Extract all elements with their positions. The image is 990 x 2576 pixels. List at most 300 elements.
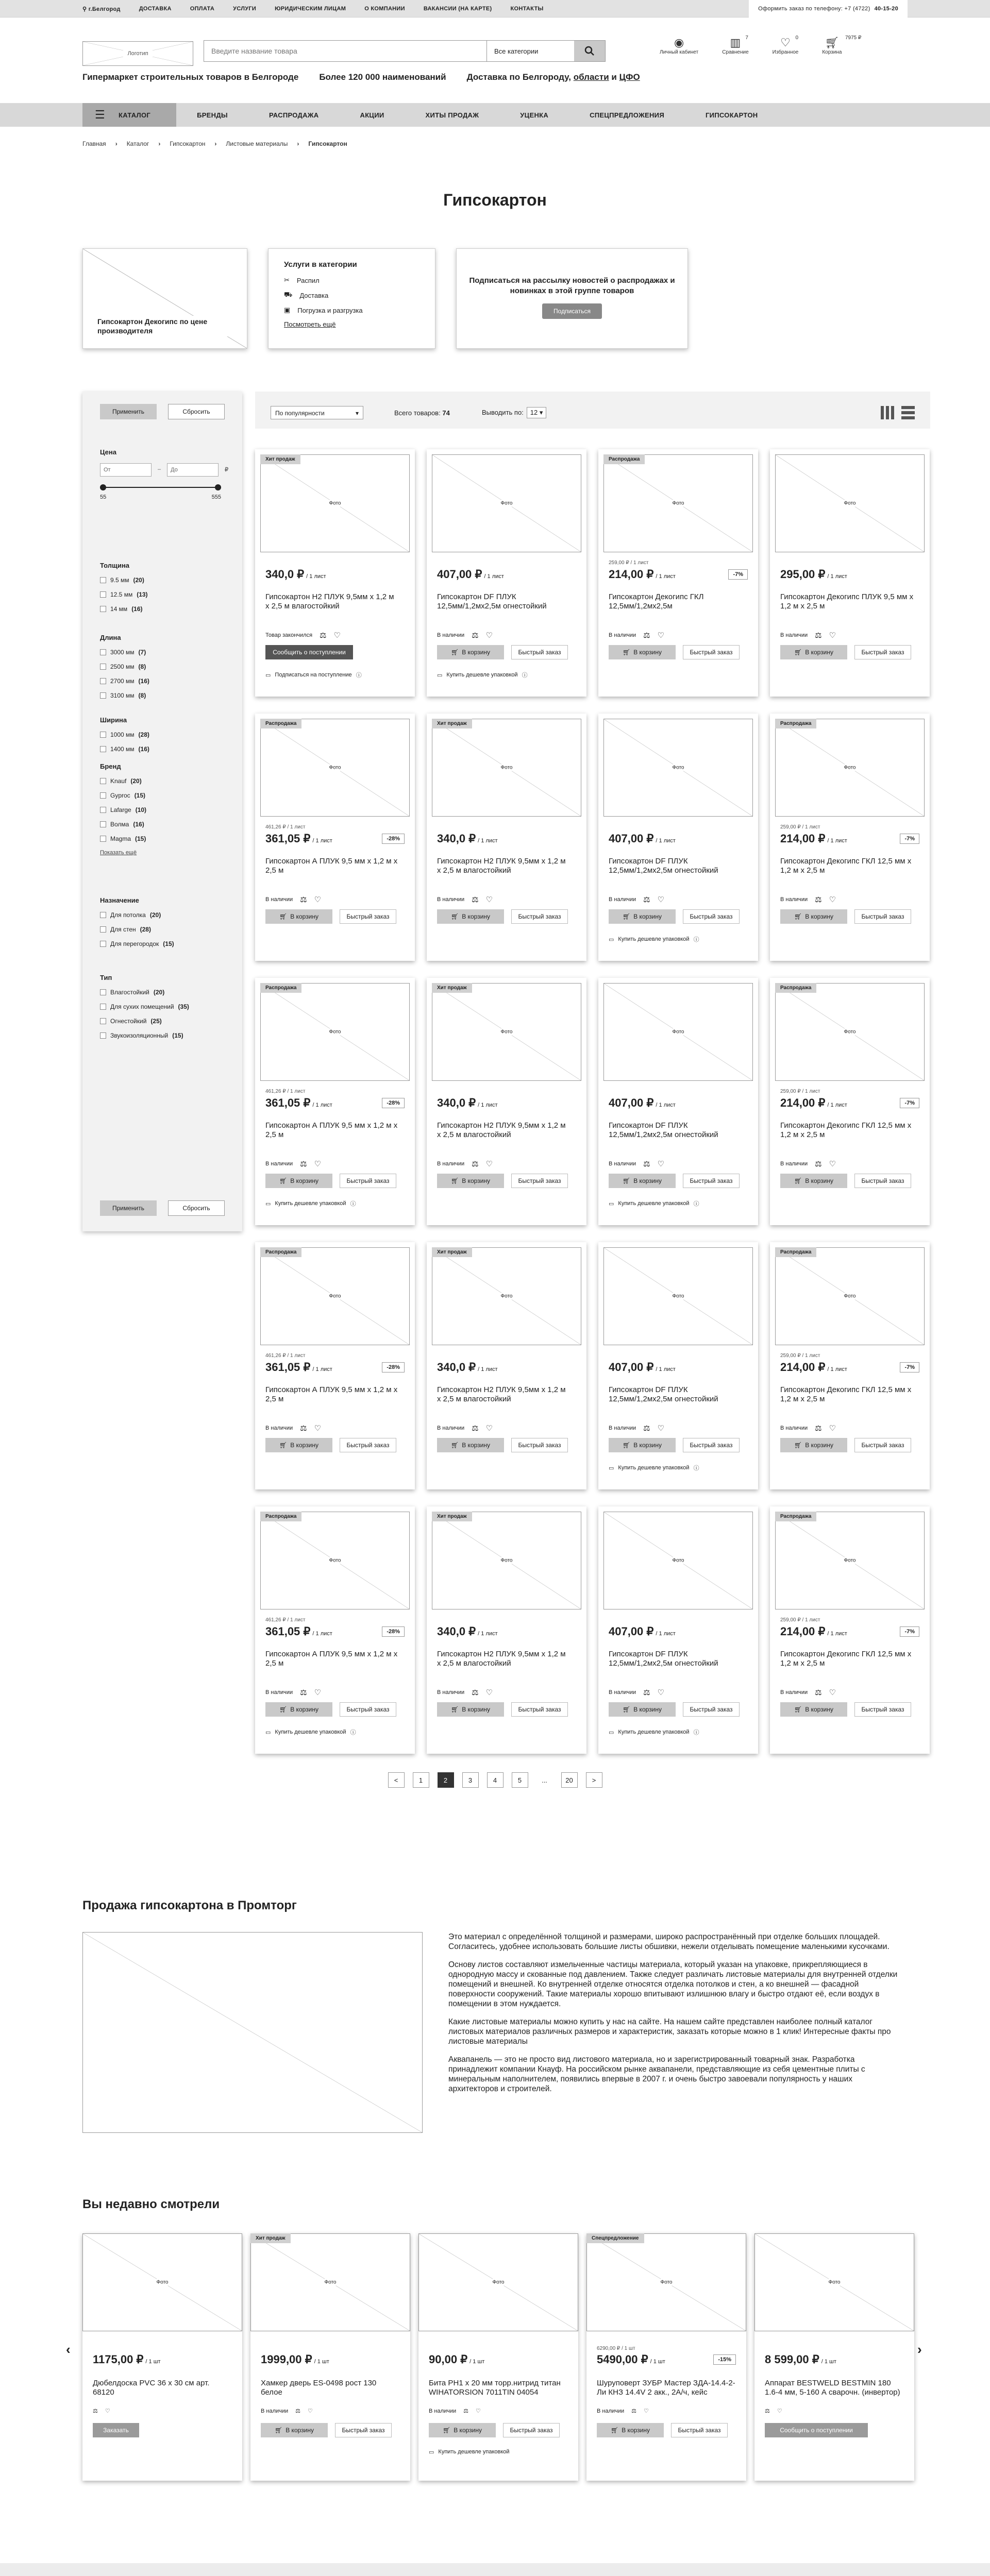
checkbox[interactable]: [100, 649, 106, 655]
cheaper-pack-link[interactable]: [609, 1464, 699, 1472]
list-view-icon[interactable]: [901, 406, 915, 419]
breadcrumb-item[interactable]: Листовые материалы: [226, 140, 288, 147]
product-image[interactable]: [603, 719, 753, 817]
product-name[interactable]: Гипсокартон А ПЛУК 9,5 мм х 1,2 м х 2,5 м: [265, 1650, 398, 1668]
breadcrumb-item[interactable]: Каталог: [126, 140, 149, 147]
compare-icon[interactable]: ⚖: [765, 2408, 770, 2414]
product-name[interactable]: Аппарат BESTWELD BESTMIN 180 1.6-4 мм, 5-160 А сварочн. (инвертор): [765, 2379, 900, 2397]
add-to-cart-button[interactable]: [780, 909, 847, 924]
product-image[interactable]: [260, 1512, 410, 1609]
compare-icon[interactable]: ⚖: [93, 2408, 98, 2414]
compare-icon[interactable]: ⚖: [643, 631, 650, 640]
quick-order-button[interactable]: Быстрый заказ: [511, 909, 568, 924]
filter-option[interactable]: [100, 1003, 189, 1010]
heart-icon[interactable]: ♡: [333, 631, 341, 640]
product-name[interactable]: Гипсокартон DF ПЛУК 12,5мм/1,2мх2,5м огнестойкий: [609, 1650, 718, 1668]
product-price: [437, 1096, 498, 1110]
add-to-cart-button[interactable]: [609, 1438, 676, 1452]
product-name[interactable]: Гипсокартон Н2 ПЛУК 9,5мм х 1,2 м х 2,5 м влагостойкий: [265, 592, 394, 611]
grid-view-icon[interactable]: [881, 406, 894, 419]
add-to-cart-button[interactable]: [780, 1702, 847, 1717]
product-image[interactable]: [260, 983, 410, 1081]
compare-icon[interactable]: ⚖: [295, 2408, 301, 2414]
cheaper-pack-link[interactable]: [609, 1199, 699, 1208]
price-to-input[interactable]: До: [167, 463, 219, 477]
heart-icon: ♡ 0: [780, 35, 798, 49]
page-title: Гипсокартон: [443, 191, 547, 209]
service-item[interactable]: ✂ Распил: [284, 276, 320, 284]
product-image[interactable]: [432, 719, 581, 817]
product-name[interactable]: Гипсокартон Н2 ПЛУК 9,5мм х 1,2 м х 2,5 м влагостойкий: [437, 857, 566, 875]
checkbox[interactable]: [100, 926, 106, 933]
old-price: 461,26 ₽ / 1 лист: [265, 1089, 306, 1094]
compare-icon[interactable]: ⚖: [643, 1688, 650, 1697]
price-value: 361,05 ₽: [265, 1361, 311, 1374]
filter-option-count: (8): [138, 663, 146, 670]
page-button[interactable]: 5: [512, 1772, 528, 1788]
availability-status: В наличии: [780, 1689, 808, 1696]
add-to-cart-button[interactable]: [609, 1702, 676, 1717]
breadcrumb-item[interactable]: Главная: [82, 140, 106, 147]
product-name[interactable]: Гипсокартон Декогипс ПЛУК 9,5 мм х 1,2 м х 2,5 м: [780, 592, 914, 611]
compare-icon[interactable]: ⚖: [472, 1160, 479, 1168]
product-image[interactable]: [260, 454, 410, 552]
compare-icon[interactable]: ⚖: [631, 2408, 637, 2414]
quick-order-button[interactable]: Быстрый заказ: [683, 1702, 740, 1717]
checkbox[interactable]: [100, 821, 106, 827]
product-card[interactable]: [770, 1242, 930, 1489]
heart-icon[interactable]: ♡: [777, 2408, 782, 2414]
order-phone[interactable]: Оформить заказ по телефону: +7 (4722) 40-15-20: [749, 0, 908, 18]
checkbox[interactable]: [100, 912, 106, 918]
product-name[interactable]: Гипсокартон А ПЛУК 9,5 мм х 1,2 м х 2,5 м: [265, 1385, 398, 1403]
filter-option[interactable]: [100, 806, 146, 814]
service-item[interactable]: ▣ Погрузка и разгрузка: [284, 306, 363, 314]
heart-icon[interactable]: ♡: [657, 1688, 665, 1697]
slider-handle[interactable]: [215, 484, 221, 490]
add-to-cart-button[interactable]: [437, 1438, 504, 1452]
add-to-cart-button[interactable]: [437, 909, 504, 924]
price-from-input[interactable]: От: [100, 463, 152, 477]
product-name[interactable]: Гипсокартон DF ПЛУК 12,5мм/1,2мх2,5м огнестойкий: [609, 1121, 718, 1139]
recent-product-card[interactable]: [754, 2233, 914, 2481]
product-card[interactable]: [598, 978, 758, 1225]
filter-option[interactable]: [100, 911, 174, 919]
checkbox[interactable]: [100, 606, 106, 612]
heart-icon[interactable]: ♡: [485, 895, 493, 904]
checkbox[interactable]: [100, 1018, 106, 1024]
compare-icon[interactable]: ⚖: [815, 1688, 822, 1697]
compare-icon[interactable]: ⚖: [815, 895, 822, 904]
compare-icon[interactable]: ⚖: [472, 1424, 479, 1433]
compare-icon[interactable]: ⚖: [643, 895, 650, 904]
checkbox[interactable]: [100, 1032, 106, 1039]
sort-select[interactable]: По популярности ▾: [271, 406, 363, 419]
notify-button[interactable]: Сообщить о поступлении: [265, 645, 353, 659]
heart-icon[interactable]: ♡: [105, 2408, 110, 2414]
nav-item[interactable]: БРЕНДЫ: [197, 111, 228, 119]
product-card[interactable]: [770, 978, 930, 1225]
heart-icon[interactable]: ♡: [476, 2408, 481, 2414]
cheaper-pack-link[interactable]: [429, 2449, 510, 2455]
add-to-cart-button[interactable]: [437, 645, 504, 659]
add-to-cart-button[interactable]: [609, 1174, 676, 1188]
cart-link[interactable]: 🛒︎ 7975 ₽ Корзина: [822, 35, 862, 55]
product-name[interactable]: Гипсокартон Декогипс ГКЛ 12,5 мм х 1,2 м х 2,5 м: [780, 1385, 912, 1403]
product-image[interactable]: [775, 719, 925, 817]
product-name[interactable]: Бита PH1 х 20 мм торр.нитрид титан WIHATORSION 7011TIN 04054: [429, 2379, 561, 2397]
availability: [429, 2408, 481, 2414]
product-card[interactable]: [770, 714, 930, 961]
page-button[interactable]: 3: [462, 1772, 479, 1788]
product-image[interactable]: [432, 983, 581, 1081]
filter-option[interactable]: [100, 926, 174, 933]
filter-option[interactable]: [100, 777, 146, 785]
quick-order-button[interactable]: Быстрый заказ: [511, 645, 568, 659]
product-image[interactable]: [603, 454, 753, 552]
nav-item[interactable]: ХИТЫ ПРОДАЖ: [425, 111, 479, 119]
compare-icon[interactable]: ⚖: [320, 631, 327, 640]
page-button[interactable]: 4: [487, 1772, 504, 1788]
carousel-next-icon[interactable]: ›: [917, 2342, 922, 2357]
product-image[interactable]: [754, 2233, 914, 2331]
quick-order-button[interactable]: Быстрый заказ: [854, 1438, 911, 1452]
product-name[interactable]: Гипсокартон DF ПЛУК 12,5мм/1,2мх2,5м огнестойкий: [609, 857, 718, 875]
quick-order-button[interactable]: Быстрый заказ: [854, 1702, 911, 1717]
favorites-link[interactable]: ♡ 0 Избранное: [772, 35, 799, 55]
product-name[interactable]: Гипсокартон DF ПЛУК 12,5мм/1,2мх2,5м огнестойкий: [437, 592, 547, 611]
cheaper-pack-link[interactable]: [609, 1728, 699, 1736]
product-name[interactable]: Дюбелдоска PVC 36 х 30 см арт. 68120: [93, 2379, 210, 2397]
compare-icon[interactable]: ⚖: [300, 1160, 307, 1168]
product-name[interactable]: Гипсокартон Н2 ПЛУК 9,5мм х 1,2 м х 2,5 м влагостойкий: [437, 1385, 566, 1403]
delivery-cfo-link[interactable]: ЦФО: [619, 72, 640, 82]
checkbox[interactable]: [100, 591, 106, 598]
checkbox[interactable]: [100, 836, 106, 842]
heart-icon[interactable]: ♡: [657, 1160, 665, 1168]
quick-order-button[interactable]: Быстрый заказ: [511, 1702, 568, 1717]
profile-link[interactable]: ◉ Личный кабинет: [660, 36, 699, 55]
add-to-cart-button[interactable]: [597, 2423, 664, 2437]
heart-icon[interactable]: ♡: [485, 1424, 493, 1433]
product-image[interactable]: [432, 1512, 581, 1609]
product-card[interactable]: [770, 449, 930, 697]
cart-icon: 🛒︎: [442, 2427, 451, 2434]
per-page-select[interactable]: 12 ▾: [527, 407, 547, 418]
product-name[interactable]: Гипсокартон Декогипс ГКЛ 12,5 мм х 1,2 м х 2,5 м: [780, 1650, 912, 1668]
checkbox[interactable]: [100, 807, 106, 813]
quick-order-button[interactable]: Быстрый заказ: [503, 2423, 560, 2437]
checkbox[interactable]: [100, 1004, 106, 1010]
order-button[interactable]: Заказать: [93, 2423, 139, 2437]
promo-banner[interactable]: Гипсокартон Декогипс по цене производителя: [82, 248, 247, 349]
price-slider[interactable]: [100, 484, 221, 491]
product-image[interactable]: [603, 1247, 753, 1345]
apply-filter-button[interactable]: Применить: [100, 404, 157, 419]
topbar-link[interactable]: ОПЛАТА: [190, 6, 215, 12]
recent-product-card[interactable]: [250, 2233, 410, 2481]
checkbox[interactable]: [100, 792, 106, 799]
product-card[interactable]: [255, 1242, 415, 1489]
service-item[interactable]: ⛟ Доставка: [284, 291, 329, 299]
checkbox[interactable]: [100, 664, 106, 670]
checkbox[interactable]: [100, 989, 106, 995]
product-image[interactable]: [418, 2233, 578, 2331]
quick-order-button[interactable]: Быстрый заказ: [671, 2423, 728, 2437]
heart-icon[interactable]: ♡: [829, 631, 836, 640]
compare-icon[interactable]: ⚖: [472, 1688, 479, 1697]
compare-icon[interactable]: ⚖: [463, 2408, 469, 2414]
cheaper-pack-link[interactable]: [609, 935, 699, 943]
slider-handle[interactable]: [100, 484, 106, 490]
cheaper-pack-link[interactable]: [265, 1199, 356, 1208]
quick-order-button[interactable]: Быстрый заказ: [340, 1174, 396, 1188]
add-to-cart-button[interactable]: [780, 645, 847, 659]
cheaper-pack-link[interactable]: [265, 1728, 356, 1736]
product-price: [609, 832, 676, 845]
nav-item[interactable]: СПЕЦПРЕДЛОЖЕНИЯ: [590, 111, 664, 119]
product-card[interactable]: [427, 449, 586, 697]
product-card[interactable]: [770, 1506, 930, 1754]
notify-button[interactable]: Сообщить о поступлении: [765, 2423, 868, 2437]
catalog-button[interactable]: ☰ КАТАЛОГ: [82, 103, 176, 127]
heart-icon[interactable]: ♡: [314, 1160, 322, 1168]
filter-option[interactable]: [100, 692, 149, 699]
add-to-cart-button[interactable]: [261, 2423, 328, 2437]
add-to-cart-button[interactable]: [437, 1174, 504, 1188]
add-to-cart-button[interactable]: [780, 1438, 847, 1452]
quick-order-button[interactable]: Быстрый заказ: [683, 1438, 740, 1452]
topbar-link[interactable]: ЮРИДИЧЕСКИМ ЛИЦАМ: [275, 6, 346, 12]
product-actions: [265, 1438, 396, 1452]
filter-option[interactable]: [100, 591, 148, 598]
product-image[interactable]: [82, 2233, 242, 2331]
product-name[interactable]: Хамкер дверь ES-0498 рост 130 белое: [261, 2379, 377, 2397]
quick-order-button[interactable]: Быстрый заказ: [683, 645, 740, 659]
filter-option[interactable]: [100, 577, 148, 584]
filter-option[interactable]: [100, 677, 149, 685]
quick-order-button[interactable]: Быстрый заказ: [683, 909, 740, 924]
reset-filter-button[interactable]: Сбросить: [168, 404, 225, 419]
recent-product-card[interactable]: [586, 2233, 746, 2481]
heart-icon[interactable]: ♡: [308, 2408, 313, 2414]
heart-icon[interactable]: ♡: [829, 1424, 836, 1433]
filter-option[interactable]: [100, 940, 174, 947]
heart-icon[interactable]: ♡: [644, 2408, 649, 2414]
checkbox[interactable]: [100, 692, 106, 699]
heart-icon[interactable]: ♡: [314, 895, 322, 904]
nav-item[interactable]: АКЦИИ: [360, 111, 384, 119]
quick-order-button[interactable]: Быстрый заказ: [683, 1174, 740, 1188]
filter-option[interactable]: [100, 989, 189, 996]
heart-icon[interactable]: ♡: [485, 631, 493, 640]
product-card[interactable]: [598, 1242, 758, 1489]
search-input[interactable]: [204, 41, 486, 61]
compare-icon[interactable]: ⚖: [472, 631, 479, 640]
topbar-link[interactable]: УСЛУГИ: [233, 6, 257, 12]
product-image[interactable]: [775, 983, 925, 1081]
product-image[interactable]: [260, 1247, 410, 1345]
nav-item[interactable]: РАСПРОДАЖА: [269, 111, 319, 119]
product-name[interactable]: Гипсокартон Декогипс ГКЛ 12,5мм/1,2мх2,5м: [609, 592, 704, 611]
cart-icon: 🛒︎: [622, 1706, 631, 1713]
product-image[interactable]: [603, 983, 753, 1081]
product-image[interactable]: [432, 1247, 581, 1345]
checkbox[interactable]: [100, 732, 106, 738]
add-to-cart-button[interactable]: [609, 909, 676, 924]
add-to-cart-button[interactable]: [265, 1174, 332, 1188]
product-name[interactable]: Гипсокартон Н2 ПЛУК 9,5мм х 1,2 м х 2,5 м влагостойкий: [437, 1650, 566, 1668]
product-card[interactable]: [427, 1242, 586, 1489]
heart-icon[interactable]: ♡: [829, 895, 836, 904]
product-card[interactable]: [255, 978, 415, 1225]
nav-item[interactable]: УЦЕНКА: [520, 111, 549, 119]
product-name[interactable]: Гипсокартон Декогипс ГКЛ 12,5 мм х 1,2 м х 2,5 м: [780, 1121, 912, 1139]
product-image[interactable]: [775, 1247, 925, 1345]
add-to-cart-button[interactable]: [265, 909, 332, 924]
add-to-cart-button[interactable]: [429, 2423, 496, 2437]
quick-order-button[interactable]: Быстрый заказ: [854, 645, 911, 659]
product-image[interactable]: [260, 719, 410, 817]
product-image[interactable]: [432, 454, 581, 552]
compare-link[interactable]: ▥ 7 Сравнение: [722, 35, 749, 55]
filter-option[interactable]: [100, 1018, 189, 1025]
product-name[interactable]: Гипсокартон А ПЛУК 9,5 мм х 1,2 м х 2,5 м: [265, 1121, 398, 1139]
product-card[interactable]: [255, 1506, 415, 1754]
city-selector[interactable]: ⚲ г.Белгород: [82, 6, 121, 12]
add-to-cart-button[interactable]: [780, 1174, 847, 1188]
add-to-cart-button[interactable]: [265, 1438, 332, 1452]
heart-icon[interactable]: ♡: [314, 1688, 322, 1697]
subscribe-button[interactable]: Подписаться: [542, 303, 602, 319]
product-name[interactable]: Гипсокартон А ПЛУК 9,5 мм х 1,2 м х 2,5 м: [265, 857, 398, 875]
search-button[interactable]: [574, 41, 605, 61]
heart-icon[interactable]: ♡: [829, 1160, 836, 1168]
product-card[interactable]: [427, 978, 586, 1225]
filter-option[interactable]: [100, 731, 149, 738]
checkbox[interactable]: [100, 678, 106, 684]
checkbox[interactable]: [100, 778, 106, 784]
page-button[interactable]: 1: [413, 1772, 429, 1788]
logo[interactable]: Логотип: [82, 41, 193, 66]
filter-option[interactable]: [100, 792, 146, 799]
add-to-cart-button[interactable]: [437, 1702, 504, 1717]
carousel-prev-icon[interactable]: ‹: [66, 2342, 71, 2357]
product-card[interactable]: [598, 714, 758, 961]
filter-option[interactable]: [100, 821, 146, 828]
compare-icon[interactable]: ⚖: [815, 1160, 822, 1168]
topbar-link[interactable]: О КОМПАНИИ: [364, 6, 405, 12]
search-category-select[interactable]: Все категории: [486, 41, 574, 61]
quick-order-button[interactable]: Быстрый заказ: [511, 1438, 568, 1452]
product-card[interactable]: [427, 1506, 586, 1754]
filter-show-more-link[interactable]: Показать ещё: [100, 850, 137, 856]
product-card[interactable]: [255, 714, 415, 961]
page-button[interactable]: 20: [561, 1772, 578, 1788]
heart-icon[interactable]: ♡: [657, 631, 665, 640]
compare-icon[interactable]: ⚖: [643, 1160, 650, 1168]
product-card[interactable]: [598, 1506, 758, 1754]
checkbox[interactable]: [100, 941, 106, 947]
page-button[interactable]: 2: [438, 1772, 454, 1788]
next-page-button[interactable]: >: [586, 1772, 602, 1788]
filter-option[interactable]: [100, 745, 149, 753]
product-image[interactable]: [586, 2233, 746, 2331]
product-name[interactable]: Гипсокартон DF ПЛУК 12,5мм/1,2мх2,5м огнестойкий: [609, 1385, 718, 1403]
reset-filter-button[interactable]: Сбросить: [168, 1200, 225, 1216]
quick-order-button[interactable]: Быстрый заказ: [854, 1174, 911, 1188]
compare-icon[interactable]: ⚖: [643, 1424, 650, 1433]
compare-icon[interactable]: ⚖: [300, 1424, 307, 1433]
product-name[interactable]: Гипсокартон Декогипс ГКЛ 12,5 мм х 1,2 м х 2,5 м: [780, 857, 912, 875]
product-image[interactable]: [775, 454, 925, 552]
breadcrumb-item[interactable]: Гипсокартон: [170, 140, 206, 147]
quick-order-button[interactable]: Быстрый заказ: [335, 2423, 392, 2437]
product-image[interactable]: [775, 1512, 925, 1609]
topbar-link[interactable]: ВАКАНСИИ (НА КАРТЕ): [423, 6, 492, 12]
quick-order-button[interactable]: Быстрый заказ: [340, 909, 396, 924]
delivery-region-link[interactable]: области: [573, 72, 609, 82]
image-placeholder: Фото: [491, 2279, 506, 2286]
quick-order-button[interactable]: Быстрый заказ: [854, 909, 911, 924]
product-name[interactable]: Шуруповерт ЗУБР Мастер ЗДА-14.4-2-Ли КНЗ 14.4V 2 акк., 2А/ч, кейс: [597, 2379, 735, 2397]
filter-option[interactable]: [100, 1032, 189, 1039]
product-name[interactable]: Гипсокартон Н2 ПЛУК 9,5мм х 1,2 м х 2,5 м влагостойкий: [437, 1121, 566, 1139]
cheaper-pack-link[interactable]: [437, 671, 528, 679]
heart-icon[interactable]: ♡: [314, 1424, 322, 1433]
quick-order-button[interactable]: Быстрый заказ: [340, 1702, 396, 1717]
product-card[interactable]: [427, 714, 586, 961]
checkbox[interactable]: [100, 577, 106, 583]
heart-icon[interactable]: ♡: [657, 1424, 665, 1433]
filter-option[interactable]: [100, 649, 149, 656]
add-to-cart-button[interactable]: [609, 645, 676, 659]
topbar-link[interactable]: КОНТАКТЫ: [510, 6, 544, 12]
recent-product-card[interactable]: [418, 2233, 578, 2481]
prev-page-button[interactable]: <: [388, 1772, 405, 1788]
quick-order-button[interactable]: Быстрый заказ: [340, 1438, 396, 1452]
cheaper-pack-link[interactable]: [265, 671, 362, 679]
product-image[interactable]: [250, 2233, 410, 2331]
product-card[interactable]: [255, 449, 415, 697]
filter-option[interactable]: [100, 605, 148, 613]
add-to-cart-button[interactable]: [265, 1702, 332, 1717]
filter-option-label: Влагостойкий: [110, 989, 149, 996]
old-price: 259,00 ₽ / 1 лист: [780, 1353, 820, 1359]
recent-product-card[interactable]: [82, 2233, 242, 2481]
price-value: 5490,00 ₽: [597, 2353, 648, 2366]
product-image[interactable]: [603, 1512, 753, 1609]
nav-item[interactable]: ГИПСОКАРТОН: [705, 111, 758, 119]
filter-option[interactable]: [100, 663, 149, 670]
heart-icon[interactable]: ♡: [485, 1688, 493, 1697]
product-card[interactable]: [598, 449, 758, 697]
compare-icon[interactable]: ⚖: [300, 1688, 307, 1697]
compare-icon[interactable]: ⚖: [472, 895, 479, 904]
heart-icon[interactable]: ♡: [829, 1688, 836, 1697]
compare-icon[interactable]: ⚖: [815, 1424, 822, 1433]
apply-filter-button[interactable]: Применить: [100, 1200, 157, 1216]
checkbox[interactable]: [100, 746, 106, 752]
heart-icon[interactable]: ♡: [485, 1160, 493, 1168]
services-more-link[interactable]: Посмотреть ещё: [284, 320, 336, 328]
heart-icon[interactable]: ♡: [657, 895, 665, 904]
filter-option[interactable]: [100, 835, 146, 842]
compare-icon[interactable]: ⚖: [300, 895, 307, 904]
quick-order-button[interactable]: Быстрый заказ: [511, 1174, 568, 1188]
compare-icon[interactable]: ⚖: [815, 631, 822, 640]
topbar-link[interactable]: ДОСТАВКА: [139, 6, 172, 12]
